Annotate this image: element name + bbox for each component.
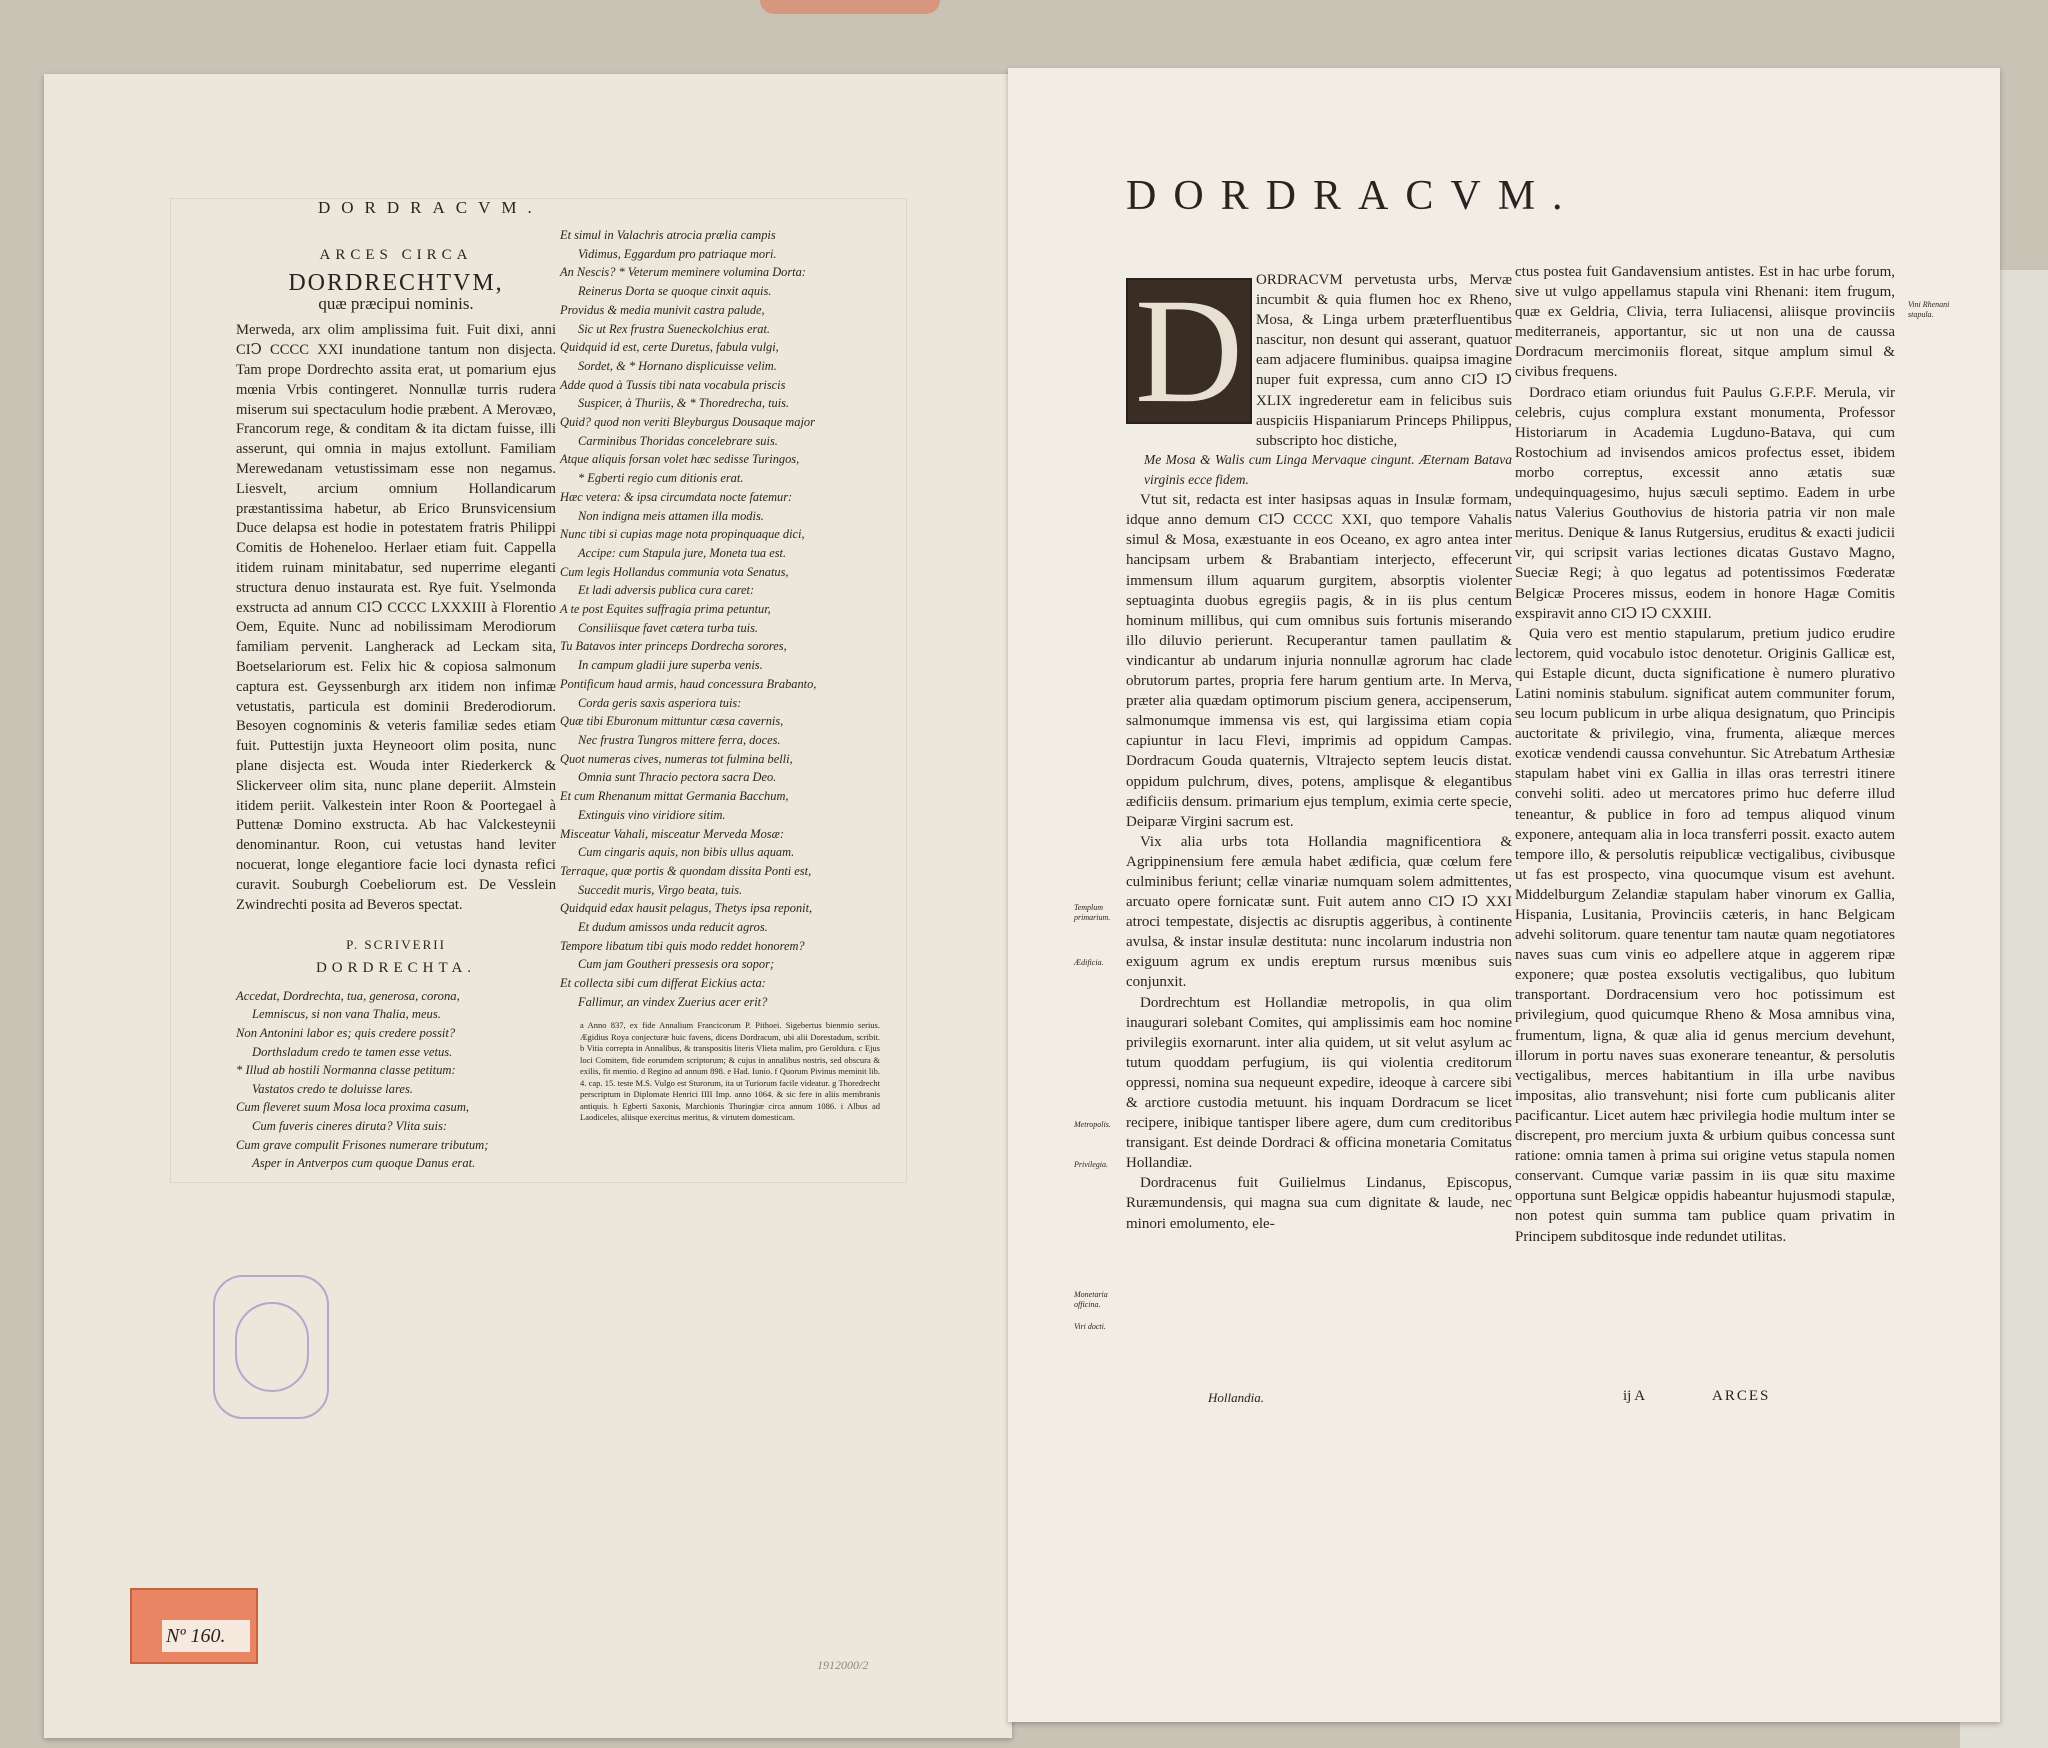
verse-line: Pontificum haud armis, haud concessura Brabanto, — [560, 676, 817, 691]
prose-paragraph: Merweda, arx olim amplissima fuit. Fuit dixi, anni CIↃ CCCC XXI inundatione tantum non disjecta. Tam prope Dordrechto assita erat, ut pomarium ejus mœnia Vrbis contingeret. Nonnullæ turris rudera miserum sui spectaculum hodie præbent. A Merovæo, Francorum rege, & conditam & ita dictam fuisse, illi asserunt, qui omnia in majus extollunt. Familiam Merewedanam vetustissimam esse non negamus. Liesvelt, arcium omnium Hollandicarum præstantissima habetur, ab Erico Brunsvicensium Duce delapsa est hodie in potestatem fratris Philippi Comitis de Hoheneloo. Herlaer etiam fuit. Cappella itidem ruinam minitabatur, sed nuperrime eleganti structura denuo instaurata est. Rye fuit. Yselmonda exstructa ad annum CIↃ CCCC LXXXIII à Florentio Oem, Equite. Nunc ad nobilissimam Merodiorum familiam pervenit. Langherack ad Leckam sita, Boetselariorum est. Felix hic & copiosa salmonum captura est. Geyssenburgh arx itidem non infimæ vetustatis, particula est dominii Brederodiorum. Besoyen cognominis & veteris familiæ sedes etiam fuit. Puttestijn juxta Heyneoort olim posita, nunc plane disjecta est. Wouda inter Riederkerck & Slickerveer olim sita, nunc plane deperiit. Almstein itidem periit. Valkestein inter Roon & Poortegael à Puttenæ Domino exstructa. Ab hac Valckesteynii denominantur. Roon, cui vetustas hand leviter nocuerat, longe elegantiore facie loci dynasta refici curavit. Souburgh Coebeliorum est. De Vesslein Zwindrechti posita ad Beveros spectat. — [236, 322, 556, 913]
margin-note: Metropolis. — [1074, 1120, 1111, 1129]
verse-line: Atque aliquis forsan volet hæc sedisse Turingos, — [560, 452, 800, 467]
verse-line: Sordet, & * Hornano displicuisse velim. — [578, 358, 777, 373]
verse-line: Fallimur, an vindex Zuerius acer erit? — [578, 994, 768, 1009]
verse-line: Providus & media munivit castra palude, — [560, 302, 765, 317]
verse-block-a — [236, 987, 556, 1173]
verse-line: Quidquid edax hausit pelagus, Thetys ipsa reponit, — [560, 901, 813, 916]
footnotes: a Anno 837, ex fide Annalium Francicorum P. Pithoei. Sigebertus bienmio serius. Ægidius Roya conjecturæ huic favens, dicens Dordracum, ubi alii Dorestadum, scribit. b Vitia correpta in Annalibus, & transpositis literis Vlieta malim, pro Geroldura. c Ejus loci Comitem, fide eorumdem scriptorum; & cujus in annalibus nostris, sed obscura & exilis, fit mentio. d Regino ad annum 898. e Had. Iunio. f Quorum Pivinus meminit lib. 4. cap. 15. teste M.S. Vulgo est Sturorum, ita ut Turiorum facile videatur. g Thoredrecht perscriptum in Diplomate Henrici IIII Imp. anno 1064. & sic fere in aliis membranis antiquis. h Egberti Saxonis, Marchionis Thuringiæ circa annum 1086. i Albus ad Laodiceles, aliisque exercitus meritus, & virtutem domesticam. — [580, 1020, 880, 1122]
margin-note: Ædificia. — [1074, 958, 1104, 967]
verse-line: Consiliisque favet cætera turba tuis. — [578, 620, 759, 635]
scriverii-heading: P. SCRIVERII — [346, 937, 446, 953]
paragraph: Dordrechtum est Hollandiæ metropolis, in qua olim inaugurari solebant Comites, qui amplissimis eam hoc nomine privilegiis exornarunt. inter alia quidem, ut sit velut asylum ac tutum quoddam perfugium, iis qui violentia creditorum oppressi, nomina sua nequeunt expedire, ideoque à carcere sibi & arctiore custodia metuunt. his inquam Dordracum se licet recipere, inibique tantisper libere agere, dum cum creditoribus transigant. Est deinde Dordraci & officina monetaria Comitatus Hollandiæ. — [1126, 994, 1512, 1172]
verse-line: * Illud ab hostili Normanna classe petitum: — [236, 1063, 456, 1078]
verse-line: Reinerus Dorta se quoque cinxit aquis. — [578, 284, 772, 299]
verse-line: Succedit muris, Virgo beata, tuis. — [578, 882, 743, 897]
verse-line: Cum fuveris cineres diruta? Vlita suis: — [252, 1119, 448, 1134]
margin-note: Vini Rhenani stapula. — [1908, 300, 1950, 319]
verse-block-b — [560, 226, 880, 1012]
paragraph: Quia vero est mentio stapularum, pretium judico erudire lectorem, quid vocabulo istoc denotetur. Originis Gallicæ est, qui Estaple dicunt, ducta significatione è numero plurativo Latini nominis stabulum. significat autem communiter forum, seu locum publicum in urbe aliqua designatum, quo Principis auctoritate & privilegio, vina, frumenta, aliæque merces exoticæ vendendi caussa convehuntur. Sic Atrebatum Arthesiæ stapulam habet vini ex Gallia in illas oras terrestri itinere convehi soliti. adeo ut mercatores primo huc deferre illud teneantur, & publice in foro ad tempus aliquod vinum exponere, antequam alia in loca transferri possit. exacto autem tempore illo, & persolutis reipublicæ vectigalibus, civibusque ut fas est prospecto, vina quocumque visum est avehunt. Middelburgum Zelandiæ stapulam haber vinorum ex Gallia, Hispania, Lusitania, Provinciis cæteris, in hanc Belgicam advehi solitorum. quare tenentur tam nautæ quam negotiatores naves suas cum vinis eo adpellere atque in aggerem ripæ exponere; quæ postea exsolutis vectigalibus, quo lubitum transportant. Dordracensium vero hoc potissimum est privilegium, quod quicumque Rheno & Mosa amnibus vina, frumentum, ligna, & quæ alia id genus mercium devehunt, illorum in portu naves suas exonerare teneantur, & persolutis vectigalibus, merces habitantium in illa urbe navibus impositas, alio transvehunt; nisi forte cum publicanis aliter pacificantur. Licet autem hæc privilegia hodie multum inter se discrepent, pro mercium juxta & urbium quibus concessa sunt ratione: omnia tamen à prima sui origine vetus stapula nomen conservant. Cumque variæ passim in iis quæ situ maxime opportuna sunt Belgicæ oppidis habeantur hujusmodi stapulæ, non potest quin summa tam publice quam privatim in Principem subditosque inde redundet utilitas. — [1515, 625, 1895, 1245]
inventory-label — [130, 1588, 258, 1664]
subheading: quæ præcipui nominis. — [318, 293, 474, 313]
verse-line: Et ladi adversis publica cura caret: — [578, 583, 755, 598]
margin-note: Templum primarium. — [1074, 903, 1111, 922]
catch-left: Hollandia. — [1208, 1390, 1264, 1405]
right-col1-opening — [1256, 270, 1512, 450]
signature-mark: ij A — [1623, 1388, 1646, 1404]
paragraph: ORDRACVM pervetusta urbs, Mervæ incumbit & quia flumen hoc ex Rheno, Mosa, & Linga urbem præterfluentibus nascitur, non desunt qui asserant, quatuor eam adjacere fluminibus. quaipsa imagine nuper fuit expressa, cum anno CIↃ IↃ XLIX ingrederetur eam in felicibus suis auspiciis Hispaniarum Princeps Philippus, subscripto hoc distiche, — [1256, 272, 1512, 449]
margin-note: Privilegia. — [1074, 1160, 1108, 1169]
stamp-emblem — [235, 1302, 309, 1392]
verse-line: Tempore libatum tibi quis modo reddet honorem? — [560, 938, 805, 953]
verse-line: Carminibus Thoridas concelebrare suis. — [578, 433, 778, 448]
verse-line: In campum gladii jure superba venis. — [578, 658, 763, 673]
arces-heading: ARCES CIRCA — [319, 247, 473, 263]
verse-line: Et dudum amissos unda reducit agros. — [578, 920, 768, 935]
distich: Me Mosa & Walis cum Linga Mervaque cingunt. Æternam Batava virginis ecce fidem. — [1144, 452, 1512, 488]
verse-line: Asper in Antverpos cum quoque Danus erat. — [252, 1156, 476, 1171]
verse-line: Cum grave compulit Frisones numerare tributum; — [236, 1137, 489, 1152]
margin-note: Monetaria officina. — [1074, 1290, 1108, 1309]
verse-line: Omnia sunt Thracio pectora sacra Deo. — [578, 770, 777, 785]
dordrechtum-heading: DORDRECHTVM, — [288, 269, 504, 296]
decorated-initial: D — [1126, 278, 1252, 424]
label-number: Nº 160. — [162, 1620, 250, 1652]
verse-line: Quæ tibi Eburonum mittuntur cæsa cavernis, — [560, 714, 784, 729]
dordrechta-heading: DORDRECHTA. — [315, 960, 477, 977]
paragraph: ctus postea fuit Gandavensium antistes. Est in hac urbe forum, sive ut vulgo appellamus stapula vini Rhenani: item frugum, quæ ex Geldria, Clivia, terra Iuliacensi, aliisque provinciis mediterraneis, apportantur, sic ut non una de caussa Dordracum mercimoniis floreat, sitque amplum simul & civibus frequens. — [1515, 264, 1895, 381]
verse-line: Dorthsladum credo te tamen esse vetus. — [252, 1044, 453, 1059]
right-column-2 — [1515, 262, 1895, 1247]
margin-note: Viri docti. — [1074, 1322, 1106, 1331]
paragraph: Vtut sit, redacta est inter hasipsas aquas in Insulæ formam, idque anno demum CIↃ CCCC XXI, quo tempore Vahalis simul & Mosa, exæstuante in eos Oceano, ex agro antea inter hancipsam urbem & Brabantiam interjecto, effecerunt immensum illum aquarum gurgitem, absorptis violenter septuaginta duobus egregiis pagis, & in iis plus centum hominum millibus, qui cum omnibus suis fortunis miserando illo diluvio perierunt. Recuperantur tamen paullatim & vindicantur ab undarum injuria nonnullæ agrorum hac clade obrutorum partes, propria fere harum gentium arte. In Merva, præter alia quædam optimorum piscium genera, accipenserum, salmonumque immensa vis est, qui largissima etiam copia capiuntur in lacu Flevi, imprimis ad oppidum Campas. Dordracum Gouda quaternis, Vltrajecto septem leucis distat. oppidum pulchrum, dives, potens, amplisque & elegantibus ædificiis densum. primarium ejus templum, eximia certe specie, Deiparæ Virgini sacrum est. — [1126, 492, 1512, 830]
verse-line: Nec frustra Tungros mittere ferra, doces. — [578, 732, 781, 747]
right-page-title: DORDRACVM. — [1126, 173, 1580, 219]
right-column-1 — [1126, 450, 1512, 1234]
verse-line: Adde quod à Tussis tibi nata vocabula priscis — [560, 377, 786, 392]
verse-line: Et cum Rhenanum mittat Germania Bacchum, — [560, 789, 789, 804]
paragraph: Vix alia urbs tota Hollandia magnificentiora & Agrippinensium fere æmula habet ædificia, quæ cœlum fere culminibus feriunt; cellæ vinariæ numquam solem admittentes, arcuato opere fornicatæ sunt. Fuit autem anno CIↃ IↃ XXI atroci tempestate, disjectis ac disruptis aggeribus, à continente avulsa, & instar insulæ destituta: nunc incolarum industria non exiguum agrum ex undis ereptum rursus mœnibus suis conjunxit. — [1126, 833, 1512, 991]
verse-line: Quidquid id est, certe Duretus, fabula vulgi, — [560, 340, 779, 355]
verse-line: Terraque, quæ portis & quondam dissita Ponti est, — [560, 863, 812, 878]
left-running-head: DORDRACVM. — [318, 198, 543, 217]
verse-line: * Egberti regio cum ditionis erat. — [578, 471, 744, 486]
paragraph: Dordraco etiam oriundus fuit Paulus G.F.P.F. Merula, vir celebris, cujus complura exstant monumenta, Professor Historiarum in Academia Lugduno-Batava, qui cum Rostochium ad invisendos amicos profectus esset, ibidem morbo correptus, excessit anno ætatis suæ undequinquagesimo, hujus sæculi septimo. Eadem in urbe natus Valerius Gouthovius de historia patria vir non male meritus. Denique & Ianus Rutgersius, eruditus & exacti judicii vir, qui scripsit varias lectiones dicatas Gustavo Magno, Sueciæ Regi; à quo legatus ad potentissimos Fœderatæ Belgicæ Proceres missus, eodem in honore Hagæ Comitis exspiravit anno CIↃ IↃ CXXIII. — [1515, 384, 1895, 622]
verse-line: Et collecta sibi cum differat Eickius acta: — [560, 976, 766, 991]
paragraph: Dordracenus fuit Guilielmus Lindanus, Episcopus, Ruræmundensis, qui magna sua cum dignitate & laude, nec minori emolumento, ele- — [1126, 1175, 1512, 1232]
verse-line: Vastatos credo te doluisse lares. — [252, 1081, 414, 1096]
catchword: ARCES — [1712, 1388, 1771, 1404]
left-column-prose — [236, 218, 556, 1173]
verse-line: Cum cingaris aquis, non bibis ullus aquam. — [578, 845, 795, 860]
library-stamp — [213, 1275, 329, 1419]
verse-line: Non Antonini labor es; quis credere possit? — [236, 1026, 456, 1041]
verse-line: Non indigna meis attamen illa modis. — [578, 508, 764, 523]
verse-line: Cum legis Hollandus communia vota Senatus, — [560, 564, 789, 579]
background-object — [760, 0, 940, 14]
verse-line: Lemniscus, si non vana Thalia, meus. — [252, 1007, 441, 1022]
verse-line: A te post Equites suffragia prima petuntur, — [560, 602, 771, 617]
verse-line: Cum fleveret suum Mosa loca proxima casum, — [236, 1100, 470, 1115]
verse-line: Quid? quod non veriti Bleyburgus Dousaque major — [560, 415, 815, 430]
verse-line: Cum jam Goutheri pressesis ora sopor; — [578, 957, 775, 972]
verse-line: Corda geris saxis asperiora tuis: — [578, 695, 742, 710]
verse-line: Extinguis vino viridiore sitim. — [578, 807, 726, 822]
verse-line: Accipe: cum Stapula jure, Moneta tua est. — [578, 545, 787, 560]
verse-line: Sic ut Rex frustra Sueneckolchius erat. — [578, 321, 771, 336]
verse-line: Accedat, Dordrechta, tua, generosa, corona, — [236, 988, 460, 1003]
verse-line: An Nescis? * Veterum meminere volumina Dorta: — [560, 265, 806, 280]
verse-line: Tu Batavos inter princeps Dordrecha sorores, — [560, 639, 787, 654]
pencil-note: 1912000/2 — [817, 1658, 869, 1672]
verse-line: Nunc tibi si cupias mage nota propinquaque dici, — [560, 527, 805, 542]
verse-line: Hæc vetera: & ipsa circumdata nocte fatemur: — [560, 489, 793, 504]
verse-line: Quot numeras cives, numeras tot fulmina belli, — [560, 751, 793, 766]
verse-line: Suspicer, à Thuriis, & * Thoredrecha, tuis. — [578, 396, 790, 411]
verse-line: Misceatur Vahali, misceatur Merveda Mosæ: — [560, 826, 785, 841]
verse-line: Et simul in Valachris atrocia prælia campis — [560, 228, 776, 242]
verse-line: Vidimus, Eggardum pro patriaque mori. — [578, 246, 777, 261]
